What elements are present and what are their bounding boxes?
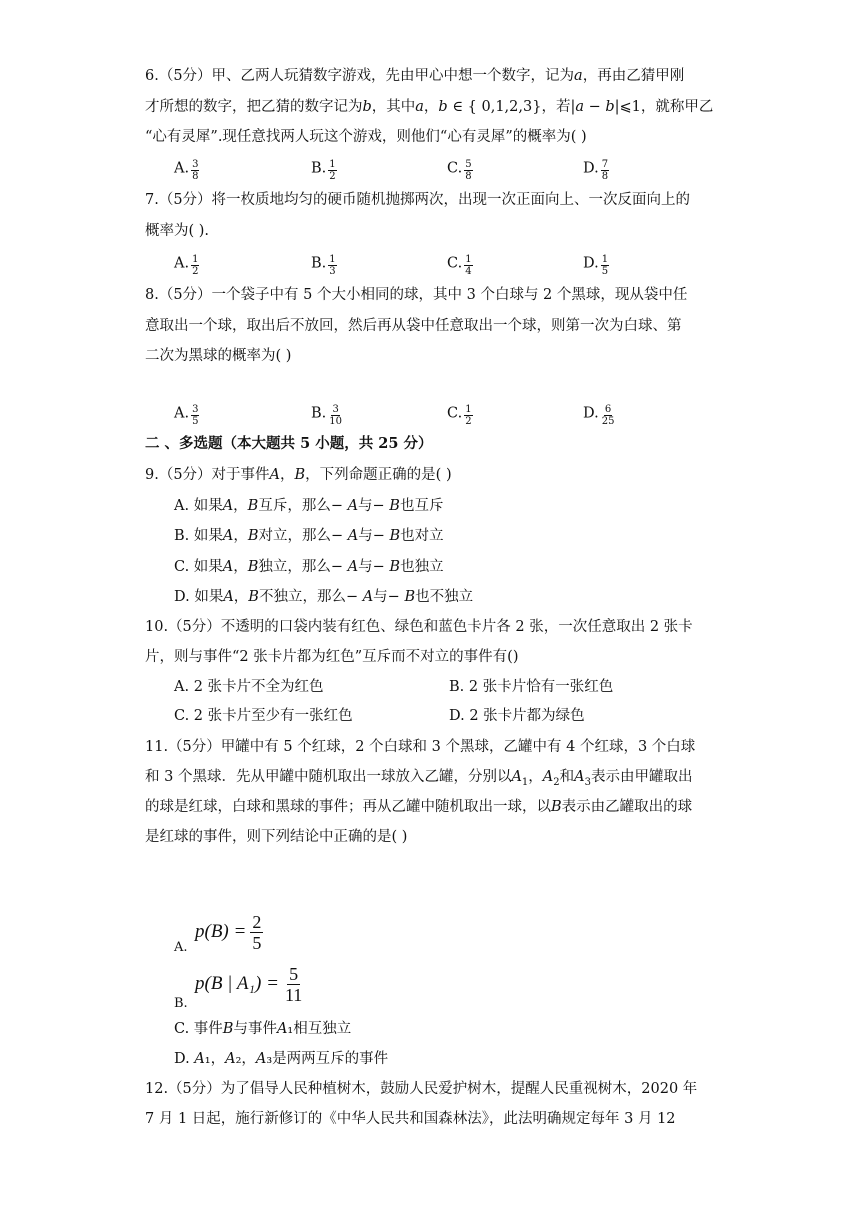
q9-line1: 9.（5分）对于事件𝐴，𝐵，下列命题正确的是( ) bbox=[145, 467, 452, 483]
q6-line1: 6.（5分）甲、乙两人玩猜数字游戏，先由甲心中想一个数字，记为𝑎，再由乙猜甲刚 bbox=[145, 68, 685, 84]
q8-option-d: D. $\frac{6}{25}$ bbox=[583, 404, 615, 427]
q11-option-d: D. 𝐴₁，𝐴₂，𝐴₃是两两互斥的事件 bbox=[174, 1051, 389, 1067]
q7-option-b: B. $\frac{1}{3}$ bbox=[311, 254, 336, 277]
q6-option-c: C. $\frac{5}{8}$ bbox=[447, 159, 472, 182]
q8-line1: 8.（5分）一个袋子中有 5 个大小相同的球，其中 3 个白球与 2 个黑球，现从袋中任 bbox=[145, 287, 688, 303]
q9-option-a: A. 如果𝐴，𝐵互斥，那么− 𝐴与− 𝐵也互斥 bbox=[174, 498, 444, 514]
q8-line2: 意取出一个球，取出后不放回，然后再从袋中任意取出一个球，则第一次为白球、第 bbox=[145, 318, 682, 334]
q6-option-b: B. $\frac{1}{2}$ bbox=[311, 159, 336, 182]
q7-line1: 7.（5分）将一枚质地均匀的硬币随机抛掷两次，出现一次正面向上、一次反面向上的 bbox=[145, 192, 691, 208]
q8-option-a: A. $\frac{3}{5}$ bbox=[174, 404, 199, 427]
q11-option-b-label: B. bbox=[174, 996, 188, 1011]
q7-option-d: D. $\frac{1}{5}$ bbox=[583, 254, 609, 277]
q11-line2: 和 3 个黑球．先从甲罐中随机取出一球放入乙罐，分别以𝐴$_1$，𝐴$_2$和𝐴$_3$表示由甲罐取出 bbox=[145, 769, 693, 788]
q6-option-a: A. $\frac{3}{8}$ bbox=[174, 159, 199, 182]
q12-line1: 12.（5分）为了倡导人民种植树木，鼓励人民爱护树木，提醒人民重视树木，2020 年 bbox=[145, 1081, 698, 1097]
q6-option-d: D. $\frac{7}{8}$ bbox=[583, 159, 609, 182]
q11-line1: 11.（5分）甲罐中有 5 个红球，2 个白球和 3 个黑球，乙罐中有 4 个红球，3 个白球 bbox=[145, 739, 696, 755]
q10-option-d: D. 2 张卡片都为绿色 bbox=[449, 708, 585, 724]
q8-option-c: C. $\frac{1}{2}$ bbox=[447, 404, 472, 427]
q10-line1: 10.（5分）不透明的口袋内装有红色、绿色和蓝色卡片各 2 张，一次任意取出 2 张卡 bbox=[145, 619, 693, 635]
q10-option-a: A. 2 张卡片不全为红色 bbox=[174, 679, 324, 695]
q11-option-a-label: A. bbox=[174, 940, 188, 955]
q9-option-d: D. 如果𝐴，𝐵不独立，那么− 𝐴与− 𝐵也不独立 bbox=[174, 589, 474, 605]
q9-option-b: B. 如果𝐴，𝐵对立，那么− 𝐴与− 𝐵也对立 bbox=[174, 528, 444, 544]
q11-option-b-formula: p(B | A₁) = $\frac{5}{11}$ bbox=[195, 964, 303, 1005]
q7-option-a: A. $\frac{1}{2}$ bbox=[174, 254, 199, 277]
q8-option-b: B. $\frac{3}{10}$ bbox=[311, 404, 342, 427]
q10-option-c: C. 2 张卡片至少有一张红色 bbox=[174, 708, 353, 724]
q7-line2: 概率为( ). bbox=[145, 223, 210, 239]
q7-option-c: C. $\frac{1}{4}$ bbox=[447, 254, 472, 277]
q12-line2: 7 月 1 日起，施行新修订的《中华人民共和国森林法》，此法明确规定每年 3 月 12 bbox=[145, 1111, 676, 1127]
q11-option-a-formula: p(B) = $\frac{2}{5}$ bbox=[195, 912, 262, 953]
q9-option-c: C. 如果𝐴，𝐵独立，那么− 𝐴与− 𝐵也独立 bbox=[174, 559, 444, 575]
q8-line3: 二次为黑球的概率为( ) bbox=[145, 348, 292, 364]
q11-option-c: C. 事件𝐵与事件𝐴₁相互独立 bbox=[174, 1021, 352, 1037]
q6-line2: 才所想的数字，把乙猜的数字记为𝑏，其中𝑎，𝑏 ∈ { 0,1,2,3}，若|𝑎 − 𝑏|⩽1，就称甲乙 bbox=[145, 99, 714, 115]
q10-option-b: B. 2 张卡片恰有一张红色 bbox=[449, 679, 614, 695]
q11-line3: 的球是红球，白球和黑球的事件；再从乙罐中随机取出一球，以𝐵表示由乙罐取出的球 bbox=[145, 799, 693, 815]
q6-line3: “心有灵犀”.现任意找两人玩这个游戏，则他们“心有灵犀”的概率为( ) bbox=[145, 129, 587, 145]
section-heading-multiple-choice: 二 、多选题（本大题共 5 小题，共 25 分） bbox=[145, 435, 433, 452]
q10-line2: 片，则与事件“2 张卡片都为红色”互斥而不对立的事件有() bbox=[145, 649, 519, 665]
q11-line4: 是红球的事件，则下列结论中正确的是( ) bbox=[145, 829, 408, 845]
